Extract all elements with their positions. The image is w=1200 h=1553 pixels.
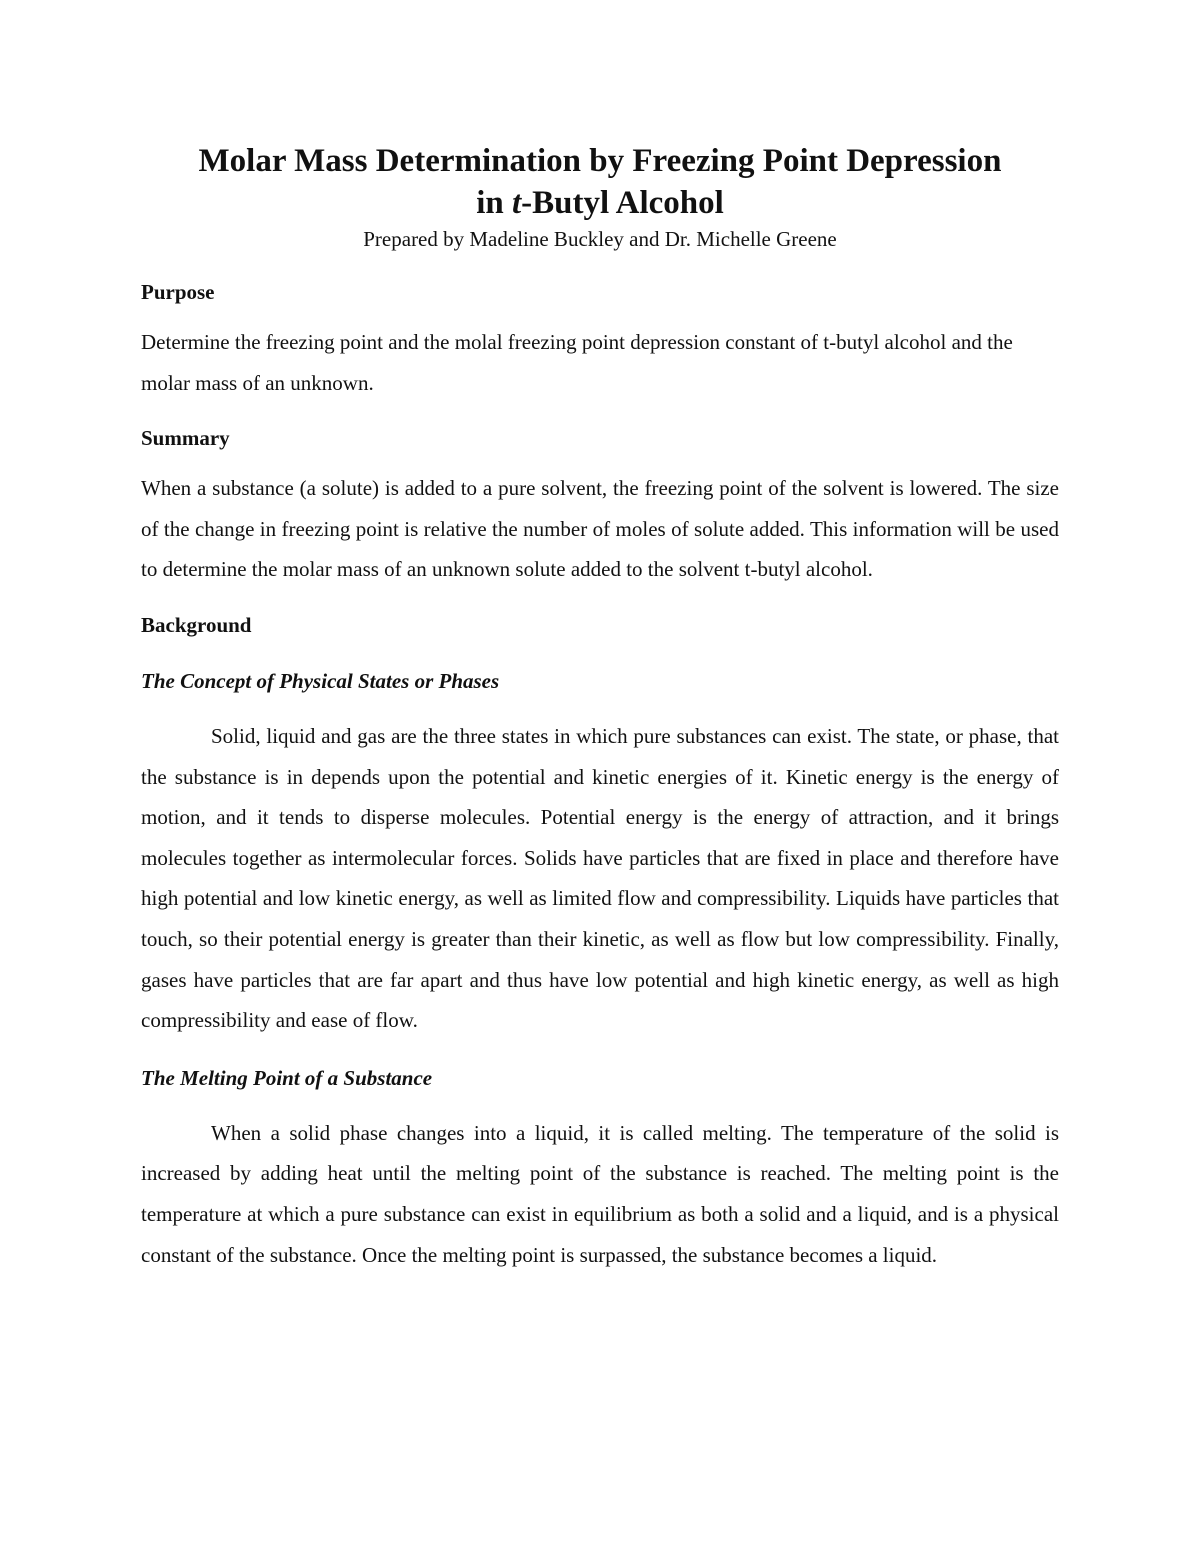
title-line-1: Molar Mass Determination by Freezing Point Depression <box>198 143 1002 179</box>
summary-heading: Summary <box>141 426 230 451</box>
document-title <box>141 140 1059 224</box>
melting-subheading: The Melting Point of a Substance <box>141 1065 433 1090</box>
title-line-2-suffix: -Butyl Alcohol <box>521 185 724 221</box>
phases-text: Solid, liquid and gas are the three states in which pure substances can exist. The state, or phase, that the substance is in depends upon the potential and kinetic energies of it. Kinetic energy is the energy of motion, and it tends to disperse molecules. Potential energy is the energy of attraction, and it brings molecules together as intermolecular forces. Solids have particles that are fixed in place and therefore have high potential and low kinetic energy, as well as limited flow and compressibility. Liquids have particles that touch, so their potential energy is greater than their kinetic, as well as flow but low compressibility. Finally, gases have particles that are far apart and thus have low potential and high kinetic energy, as well as high compressibility and ease of flow. <box>141 723 1059 1033</box>
melting-text: When a solid phase changes into a liquid, it is called melting. The temperature of the solid is increased by adding heat until the melting point of the substance is reached. The melting point is the temperature at which a pure substance can exist in equilibrium as both a solid and a liquid, and is a physical constant of the substance. Once the melting point is surpassed, the substance becomes a liquid. <box>141 1120 1059 1267</box>
title-line-2-prefix: in <box>476 185 512 221</box>
phases-subheading: The Concept of Physical States or Phases <box>141 668 500 693</box>
purpose-text: Determine the freezing point and the molal freezing point depression constant of t-butyl alcohol and the molar mass of an unknown. <box>141 330 1013 395</box>
summary-text: When a substance (a solute) is added to a pure solvent, the freezing point of the solvent is lowered. The size of the change in freezing point is relative the number of moles of solute added. This information will be used to determine the molar mass of an unknown solute added to the solvent t-butyl alcohol. <box>141 476 1059 582</box>
purpose-heading: Purpose <box>141 280 215 304</box>
document-page <box>141 140 1059 1275</box>
document-subtitle: Prepared by Madeline Buckley and Dr. Michelle Greene <box>363 227 837 251</box>
title-line-2-italic: t <box>512 185 522 221</box>
background-heading: Background <box>141 612 252 637</box>
